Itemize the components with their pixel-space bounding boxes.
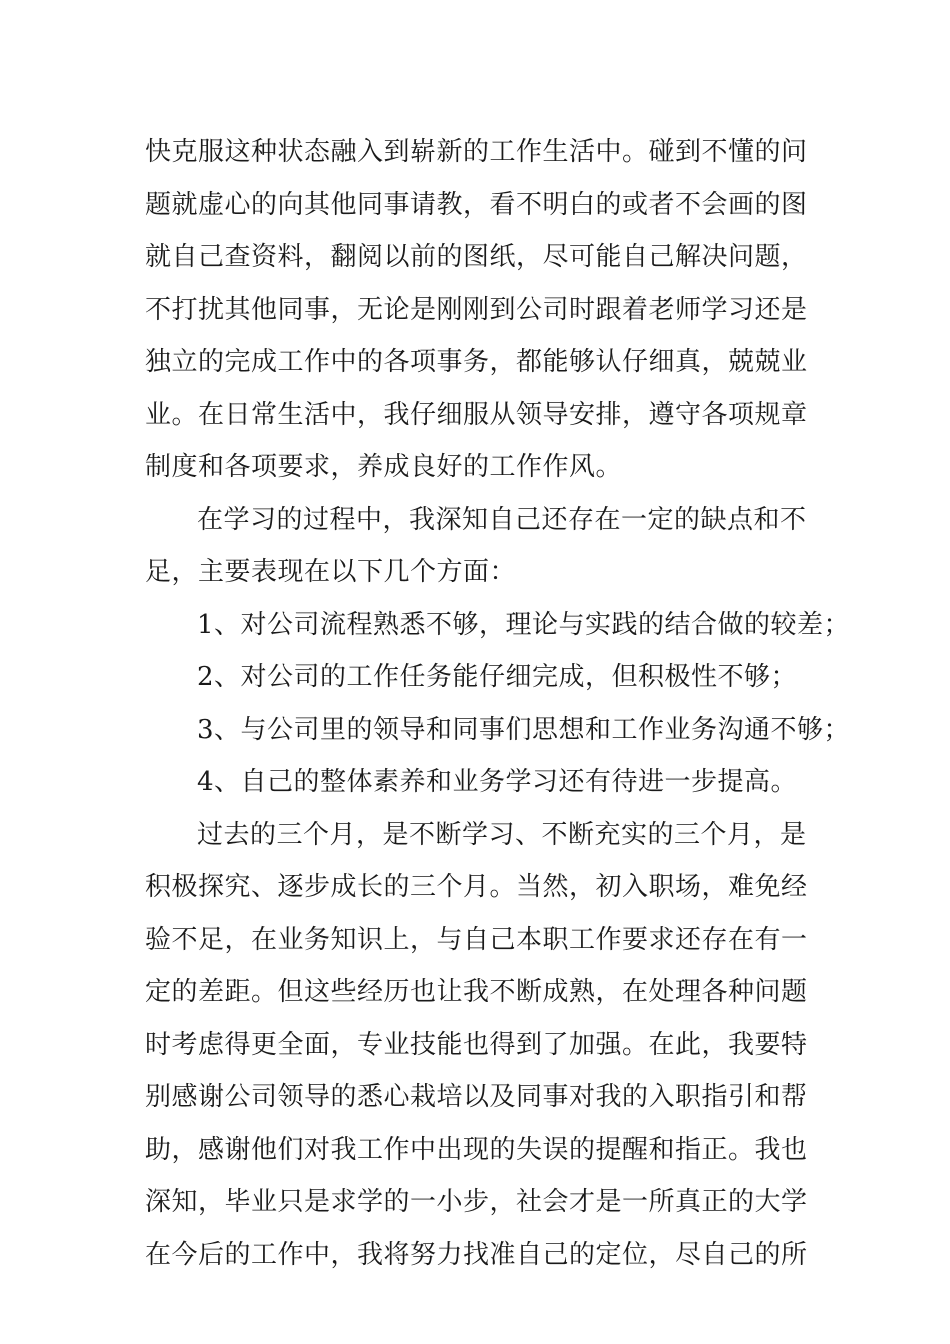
list-item-3: 3、与公司里的领导和同事们思想和工作业务沟通不够；	[197, 714, 851, 745]
text-line: 业。在日常生活中，我仔细服从领导安排，遵守各项规章	[145, 399, 808, 430]
text-line: 在今后的工作中，我将努力找准自己的定位，尽自己的所	[145, 1239, 808, 1270]
list-item-2: 2、对公司的工作任务能仔细完成，但积极性不够；	[197, 662, 798, 692]
text-line: 别感谢公司领导的悉心栽培以及同事对我的入职指引和帮	[145, 1082, 808, 1112]
text-line: 就自己查资料，翻阅以前的图纸，尽可能自己解决问题，	[145, 242, 808, 272]
text-line: 深知，毕业只是求学的一小步，社会才是一所真正的大学	[145, 1187, 808, 1217]
document-body	[145, 126, 851, 1281]
text-line: 题就虚心的向其他同事请教，看不明白的或者不会画的图	[145, 189, 808, 220]
list-item-1: 1、对公司流程熟悉不够，理论与实践的结合做的较差；	[197, 609, 851, 640]
text-line: 足，主要表现在以下几个方面：	[145, 557, 517, 587]
text-line: 独立的完成工作中的各项事务，都能够认仔细真，兢兢业	[145, 347, 808, 377]
text-line: 快克服这种状态融入到崭新的工作生活中。碰到不懂的问	[145, 137, 808, 167]
text-line: 定的差距。但这些经历也让我不断成熟，在处理各种问题	[145, 977, 808, 1007]
text-line: 助，感谢他们对我工作中出现的失误的提醒和指正。我也	[145, 1134, 808, 1165]
paragraph-start-line: 过去的三个月，是不断学习、不断充实的三个月，是	[197, 819, 807, 850]
text-line: 时考虑得更全面，专业技能也得到了加强。在此，我要特	[145, 1029, 808, 1060]
text-line: 不打扰其他同事，无论是刚刚到公司时跟着老师学习还是	[145, 294, 808, 325]
paragraph-start-line: 在学习的过程中，我深知自己还存在一定的缺点和不	[197, 504, 807, 535]
text-line: 积极探究、逐步成长的三个月。当然，初入职场，难免经	[145, 872, 808, 902]
text-line: 验不足，在业务知识上，与自己本职工作要求还存在有一	[145, 924, 808, 955]
text-line: 制度和各项要求，养成良好的工作作风。	[145, 452, 623, 482]
list-item-4: 4、自己的整体素养和业务学习还有待进一步提高。	[197, 767, 798, 797]
